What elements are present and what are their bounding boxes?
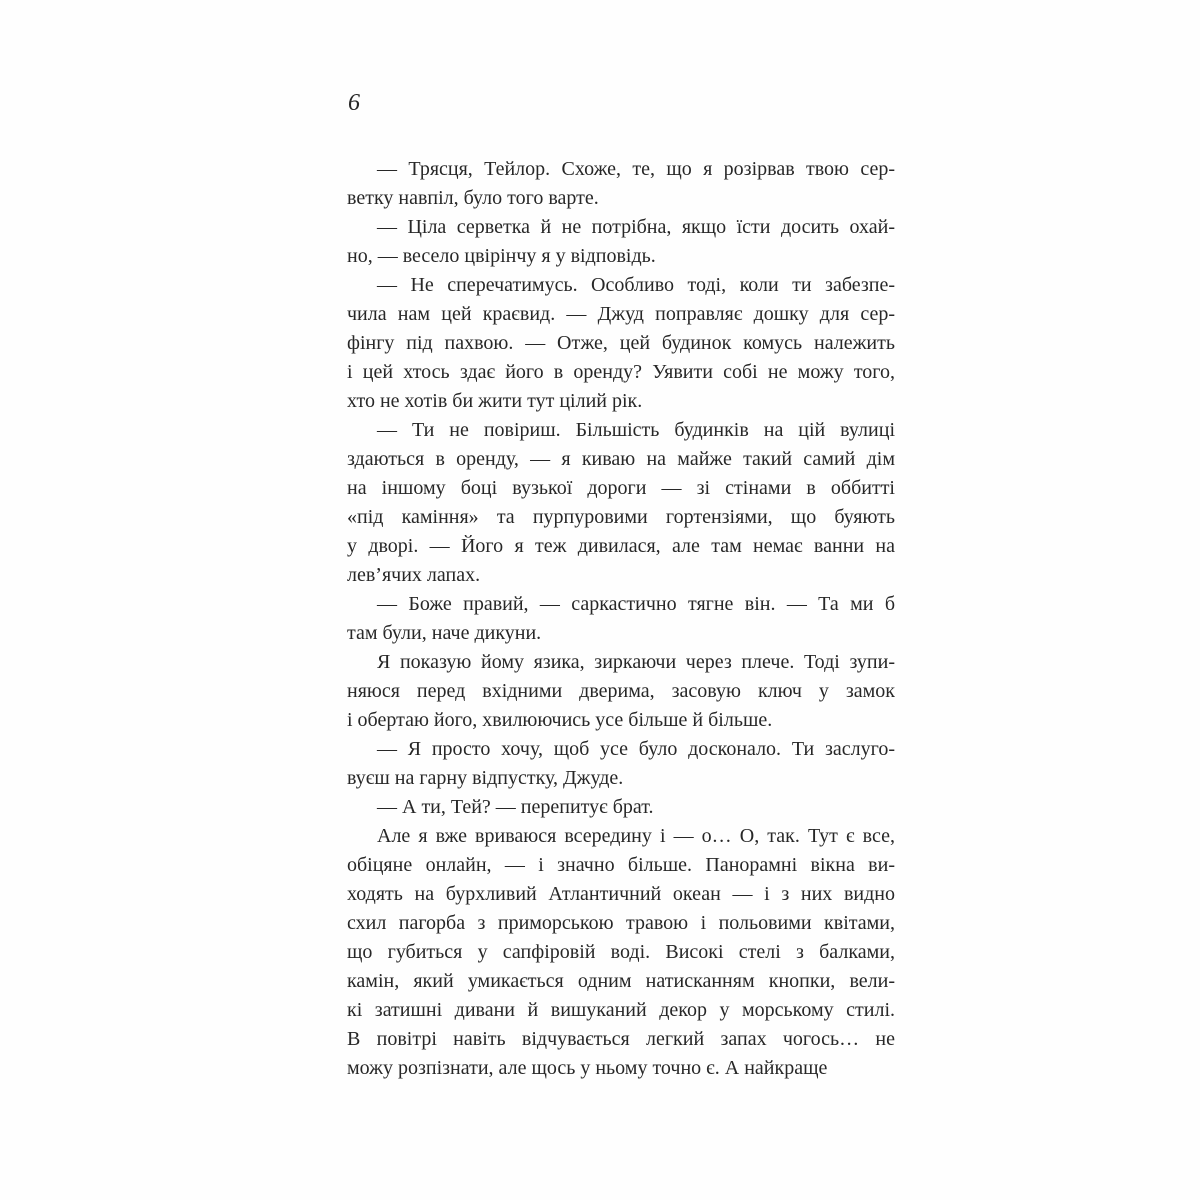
text-line: няюся перед вхідними дверима, засовую ключ у замок [347, 680, 895, 702]
text-line: Я показую йому язика, зиркаючи через плече. Тоді зупи- [377, 651, 895, 673]
text-line: Але я вже вриваюся всередину і — о… О, так. Тут є все, [377, 825, 895, 847]
paragraph [347, 155, 895, 213]
text-line: «під каміння» та пурпуровими гортензіями, що буяють [347, 506, 895, 528]
text-line: хто не хотів би жити тут цілий рік. [347, 390, 643, 412]
paragraph [347, 735, 895, 793]
text-line: там були, наче дикуни. [347, 622, 542, 644]
text-line: — Ціла серветка й не потрібна, якщо їсти досить охай- [377, 216, 895, 238]
paragraph [347, 648, 895, 735]
paragraph [347, 271, 895, 416]
text-line: кі затишні дивани й вишуканий декор у морському стилі. [347, 999, 895, 1021]
page-number: 6 [348, 90, 360, 116]
text-line: здаються в оренду, — я киваю на майже такий самий дім [347, 448, 895, 470]
text-line: — Не сперечатимусь. Особливо тоді, коли ти забезпе- [377, 274, 895, 296]
text-line: у дворі. — Його я теж дивилася, але там немає ванни на [347, 535, 895, 557]
text-line: ходять на бурхливий Атлантичний океан — і з них видно [347, 883, 895, 905]
text-line: — Ти не повіриш. Більшість будинків на цій вулиці [377, 419, 895, 441]
paragraph [347, 793, 895, 822]
text-line: фінгу під пахвою. — Отже, цей будинок комусь належить [347, 332, 895, 354]
text-line: — Я просто хочу, щоб усе було досконало. Ти заслуго- [377, 738, 895, 760]
text-line: вуєш на гарну відпустку, Джуде. [347, 767, 624, 789]
text-line: і обертаю його, хвилюючись усе більше й більше. [347, 709, 773, 731]
text-line: схил пагорба з приморською травою і польовими квітами, [347, 912, 895, 934]
text-line: обіцяне онлайн, — і значно більше. Панорамні вікна ви- [347, 854, 895, 876]
paragraph [347, 416, 895, 590]
text-line: ветку навпіл, було того варте. [347, 187, 599, 209]
paragraph [347, 822, 895, 1083]
text-line: В повітрі навіть відчувається легкий запах чогось… не [347, 1028, 895, 1050]
text-line: що губиться у сапфіровій воді. Високі стелі з балками, [347, 941, 895, 963]
text-line: — А ти, Тей? — перепитує брат. [377, 796, 654, 818]
text-line: камін, який умикається одним натисканням кнопки, вели- [347, 970, 895, 992]
paragraph [347, 590, 895, 648]
text-line: — Трясця, Тейлор. Схоже, те, що я розірвав твою сер- [377, 158, 895, 180]
text-line: но, — весело цвірінчу я у відповідь. [347, 245, 656, 267]
text-line: і цей хтось здає його в оренду? Уявити собі не можу того, [347, 361, 895, 383]
text-line: на іншому боці вузької дороги — зі стінами в оббитті [347, 477, 895, 499]
text-line: можу розпізнати, але щось у ньому точно є. А найкраще [347, 1057, 828, 1079]
text-line: лев’ячих лапах. [347, 564, 481, 586]
text-block [347, 155, 895, 1083]
paragraph [347, 213, 895, 271]
text-line: чила нам цей краєвид. — Джуд поправляє дошку для сер- [347, 303, 895, 325]
text-line: — Боже правий, — саркастично тягне він. — Та ми б [377, 593, 895, 615]
